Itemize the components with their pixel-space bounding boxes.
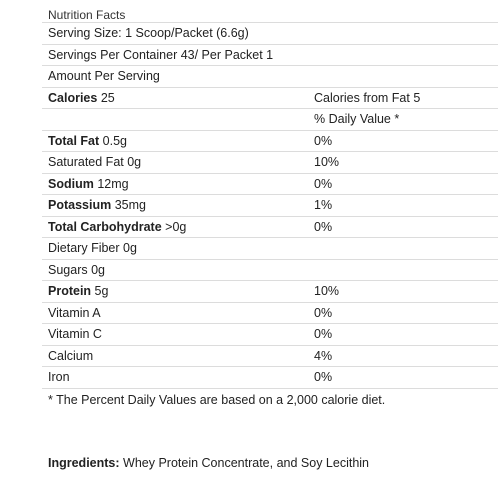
ingredients-label: Ingredients: — [48, 456, 120, 470]
nutrient-row — [42, 152, 498, 174]
daily-value-percent: 10% — [314, 284, 340, 298]
nutrient-name-cell — [42, 324, 306, 345]
calories-from-fat: Calories from Fat 5 — [314, 90, 421, 105]
nutrient-bold-label: Total Fat — [48, 133, 100, 148]
nutrient-row — [42, 281, 498, 303]
daily-value-percent: 0% — [314, 176, 333, 191]
panel-title: Nutrition Facts — [42, 0, 498, 23]
nutrient-name-cell — [42, 217, 306, 238]
nutrient-row — [42, 260, 498, 282]
daily-value-percent — [306, 260, 498, 281]
nutrition-facts-panel — [42, 0, 498, 413]
nutrient-name-cell — [42, 367, 306, 388]
nutrient-name-cell — [42, 346, 306, 367]
calories-cell — [42, 88, 306, 109]
nutrient-name-cell — [42, 281, 306, 302]
nutrient-value: >0g — [165, 219, 187, 234]
nutrient-row — [42, 131, 498, 153]
daily-value-percent: 0% — [314, 219, 333, 234]
nutrient-value: Dietary Fiber 0g — [48, 241, 137, 255]
nutrient-value: Iron — [48, 370, 70, 384]
servings-per-container: Servings Per Container 43/ Per Packet 1 — [42, 45, 498, 67]
nutrient-value: 35mg — [114, 198, 146, 212]
header-blank-cell — [42, 109, 306, 130]
nutrient-name-cell — [42, 195, 306, 216]
nutrient-row — [42, 238, 498, 260]
nutrient-bold-label: Protein — [48, 284, 92, 298]
nutrient-value: 12mg — [97, 176, 129, 191]
nutrient-value: Saturated Fat 0g — [48, 155, 142, 169]
calories-value: 25 — [100, 90, 115, 105]
daily-value-percent: 0% — [314, 327, 333, 341]
daily-value-percent — [306, 238, 498, 259]
nutrient-value: 0.5g — [102, 133, 127, 148]
nutrient-name-cell — [42, 303, 306, 324]
ingredients-text: Whey Protein Concentrate, and Soy Lecithin — [123, 456, 370, 470]
nutrient-value: Vitamin A — [48, 305, 101, 320]
ingredients-line — [48, 456, 369, 470]
nutrient-name-cell — [42, 174, 306, 195]
nutrient-row — [42, 324, 498, 346]
nutrient-row — [42, 367, 498, 389]
footnote: * The Percent Daily Values are based on a 2,000 calorie diet. — [48, 392, 386, 407]
nutrient-name-cell — [42, 131, 306, 152]
nutrient-row — [42, 195, 498, 217]
nutrient-name-cell — [42, 260, 306, 281]
nutrient-value: Vitamin C — [48, 327, 102, 341]
nutrient-bold-label: Total Carbohydrate — [48, 219, 162, 234]
nutrient-bold-label: Sodium — [48, 176, 94, 191]
nutrient-row — [42, 303, 498, 325]
calories-row — [42, 88, 498, 110]
daily-value-percent: 4% — [314, 348, 333, 363]
nutrient-name-cell — [42, 238, 306, 259]
nutrient-value: Sugars 0g — [48, 262, 105, 277]
daily-value-percent: 10% — [314, 155, 340, 169]
nutrient-bold-label: Potassium — [48, 198, 112, 212]
nutrient-rows — [42, 131, 498, 389]
calories-label: Calories — [48, 90, 98, 105]
amount-per-serving: Amount Per Serving — [42, 66, 498, 88]
nutrient-name-cell — [42, 152, 306, 173]
daily-value-header-row — [42, 109, 498, 131]
serving-size: Serving Size: 1 Scoop/Packet (6.6g) — [42, 23, 498, 45]
nutrient-row — [42, 174, 498, 196]
daily-value-percent: 0% — [314, 133, 333, 148]
daily-value-header: % Daily Value * — [314, 112, 400, 126]
nutrient-row — [42, 217, 498, 239]
nutrient-value: 5g — [94, 284, 109, 298]
daily-value-percent: 1% — [314, 198, 333, 212]
daily-value-percent: 0% — [314, 305, 333, 320]
nutrient-value: Calcium — [48, 348, 94, 363]
daily-value-percent: 0% — [314, 370, 333, 384]
nutrient-row — [42, 346, 498, 368]
